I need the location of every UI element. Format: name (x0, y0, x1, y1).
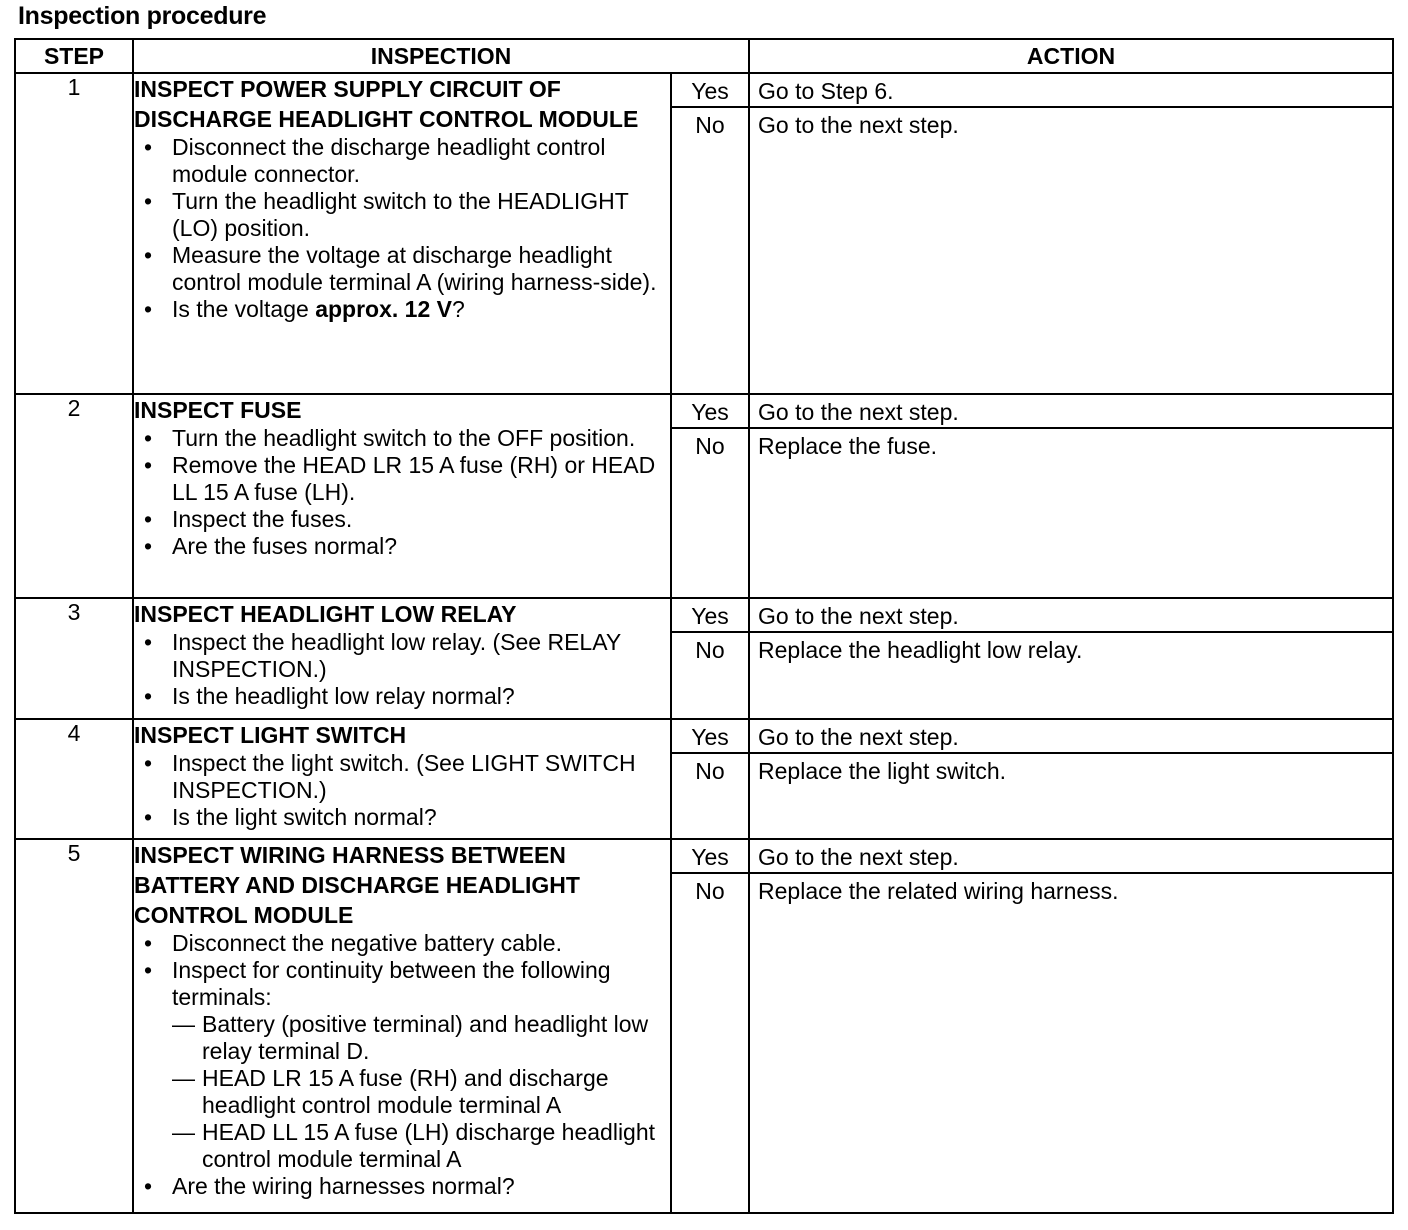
bullet-dot-icon: • (144, 683, 153, 709)
no-label: No (695, 637, 725, 663)
bullet-dot-icon: • (144, 452, 153, 478)
action-cell (749, 598, 1393, 719)
no-action: Go to the next step. (758, 112, 959, 138)
action-cell (749, 839, 1393, 1213)
page-title: Inspection procedure (18, 2, 267, 30)
bullet-item-question: • Is the voltage approx. 12 V? (144, 296, 465, 322)
bullet-item: • Inspect the fuses. (144, 506, 353, 532)
inspection-title: INSPECT HEADLIGHT LOW RELAY (134, 601, 517, 627)
no-label: No (695, 878, 725, 904)
header-step: STEP (15, 39, 133, 73)
bullet-item: • Are the wiring harnesses normal? (144, 1173, 515, 1199)
terminal-pairs-list (172, 1011, 670, 1173)
bullet-item: • Inspect the light switch. (See LIGHT SWITCH INSPECTION.) (144, 750, 636, 803)
yes-no-cell (671, 839, 749, 1213)
step-number: 4 (15, 719, 133, 839)
bullet-dot-icon: • (144, 134, 153, 160)
inspection-procedure-table (14, 38, 1394, 1214)
yes-label: Yes (672, 599, 748, 633)
bullet-dot-icon: • (144, 506, 153, 532)
step-row-4 (15, 719, 1393, 839)
inspection-cell (133, 839, 671, 1213)
bullet-item: • Measure the voltage at discharge headlight control module terminal A (wiring harness-side). (144, 242, 657, 295)
no-label: No (695, 112, 725, 138)
inspection-title: INSPECT WIRING HARNESS BETWEEN BATTERY AND DISCHARGE HEADLIGHT CONTROL MODULE (134, 842, 580, 928)
inspection-cell (133, 719, 671, 839)
action-cell (749, 719, 1393, 839)
inspection-cell (133, 598, 671, 719)
inspection-title: INSPECT POWER SUPPLY CIRCUIT OF DISCHARGE HEADLIGHT CONTROL MODULE (134, 76, 639, 132)
step-number: 3 (15, 598, 133, 719)
bullet-dot-icon: • (144, 188, 153, 214)
dash-icon: — (172, 1011, 195, 1037)
bullet-dot-icon: • (144, 425, 153, 451)
inspection-cell (133, 394, 671, 598)
bullet-item: • Turn the headlight switch to the OFF position. (144, 425, 636, 451)
no-label: No (695, 758, 725, 784)
voltage-value: approx. 12 V (315, 296, 452, 322)
header-inspection: INSPECTION (133, 39, 749, 73)
table-header-row (15, 39, 1393, 73)
yes-label: Yes (672, 74, 748, 108)
no-action: Replace the light switch. (758, 758, 1007, 784)
yes-action: Go to the next step. (750, 395, 1392, 429)
yes-no-cell (671, 73, 749, 394)
bullet-item: • Inspect for continuity between the following terminals: — Battery (positive terminal) and headlight low relay terminal D. — HEAD LR 15 A fuse (RH) and discharge headlight control module terminal A — HEAD LL 15 A fuse (LH) discharge headlight control module terminal A (134, 957, 670, 1173)
yes-no-cell (671, 719, 749, 839)
step-number: 1 (15, 73, 133, 394)
bullet-item: • Disconnect the negative battery cable. (144, 930, 562, 956)
step-row-1 (15, 73, 1393, 394)
step-row-2 (15, 394, 1393, 598)
no-action: Replace the fuse. (758, 433, 938, 459)
inspection-bullets (134, 425, 670, 560)
step-number: 5 (15, 839, 133, 1213)
bullet-dot-icon: • (144, 750, 153, 776)
step-row-5 (15, 839, 1393, 1213)
step-number: 2 (15, 394, 133, 598)
bullet-dot-icon: • (144, 629, 153, 655)
inspection-cell (133, 73, 671, 394)
bullet-dot-icon: • (144, 533, 153, 559)
bullet-dot-icon: • (144, 242, 153, 268)
action-cell (749, 73, 1393, 394)
dash-icon: — (172, 1119, 195, 1145)
yes-label: Yes (672, 395, 748, 429)
inspection-bullets (134, 134, 670, 323)
bullet-dot-icon: • (144, 957, 153, 983)
bullet-item: • Remove the HEAD LR 15 A fuse (RH) or HEAD LL 15 A fuse (LH). (144, 452, 656, 505)
bullet-item: • Are the fuses normal? (144, 533, 398, 559)
bullet-item: • Disconnect the discharge headlight control module connector. (144, 134, 606, 187)
yes-action: Go to Step 6. (750, 74, 1392, 108)
bullet-item: • Turn the headlight switch to the HEADLIGHT (LO) position. (144, 188, 629, 241)
yes-action: Go to the next step. (750, 840, 1392, 874)
inspection-bullets (134, 629, 670, 710)
bullet-item: • Is the headlight low relay normal? (144, 683, 515, 709)
sub-item: — HEAD LR 15 A fuse (RH) and discharge headlight control module terminal A (172, 1065, 609, 1118)
inspection-bullets (134, 930, 670, 1200)
bullet-dot-icon: • (144, 930, 153, 956)
bullet-dot-icon: • (144, 296, 153, 322)
inspection-title: INSPECT LIGHT SWITCH (134, 722, 407, 748)
yes-no-cell (671, 598, 749, 719)
inspection-bullets (134, 750, 670, 831)
step-row-3 (15, 598, 1393, 719)
bullet-dot-icon: • (144, 1173, 153, 1199)
sub-item: — HEAD LL 15 A fuse (LH) discharge headlight control module terminal A (172, 1119, 656, 1172)
action-cell (749, 394, 1393, 598)
no-action: Replace the headlight low relay. (758, 637, 1083, 663)
inspection-title: INSPECT FUSE (134, 397, 302, 423)
yes-label: Yes (672, 720, 748, 754)
no-action: Replace the related wiring harness. (758, 878, 1119, 904)
no-label: No (695, 433, 725, 459)
bullet-item: • Is the light switch normal? (144, 804, 437, 830)
yes-label: Yes (672, 840, 748, 874)
yes-no-cell (671, 394, 749, 598)
sub-item: — Battery (positive terminal) and headlight low relay terminal D. (172, 1011, 649, 1064)
dash-icon: — (172, 1065, 195, 1091)
yes-action: Go to the next step. (750, 720, 1392, 754)
bullet-item: • Inspect the headlight low relay. (See RELAY INSPECTION.) (144, 629, 621, 682)
header-action: ACTION (749, 39, 1393, 73)
bullet-dot-icon: • (144, 804, 153, 830)
yes-action: Go to the next step. (750, 599, 1392, 633)
